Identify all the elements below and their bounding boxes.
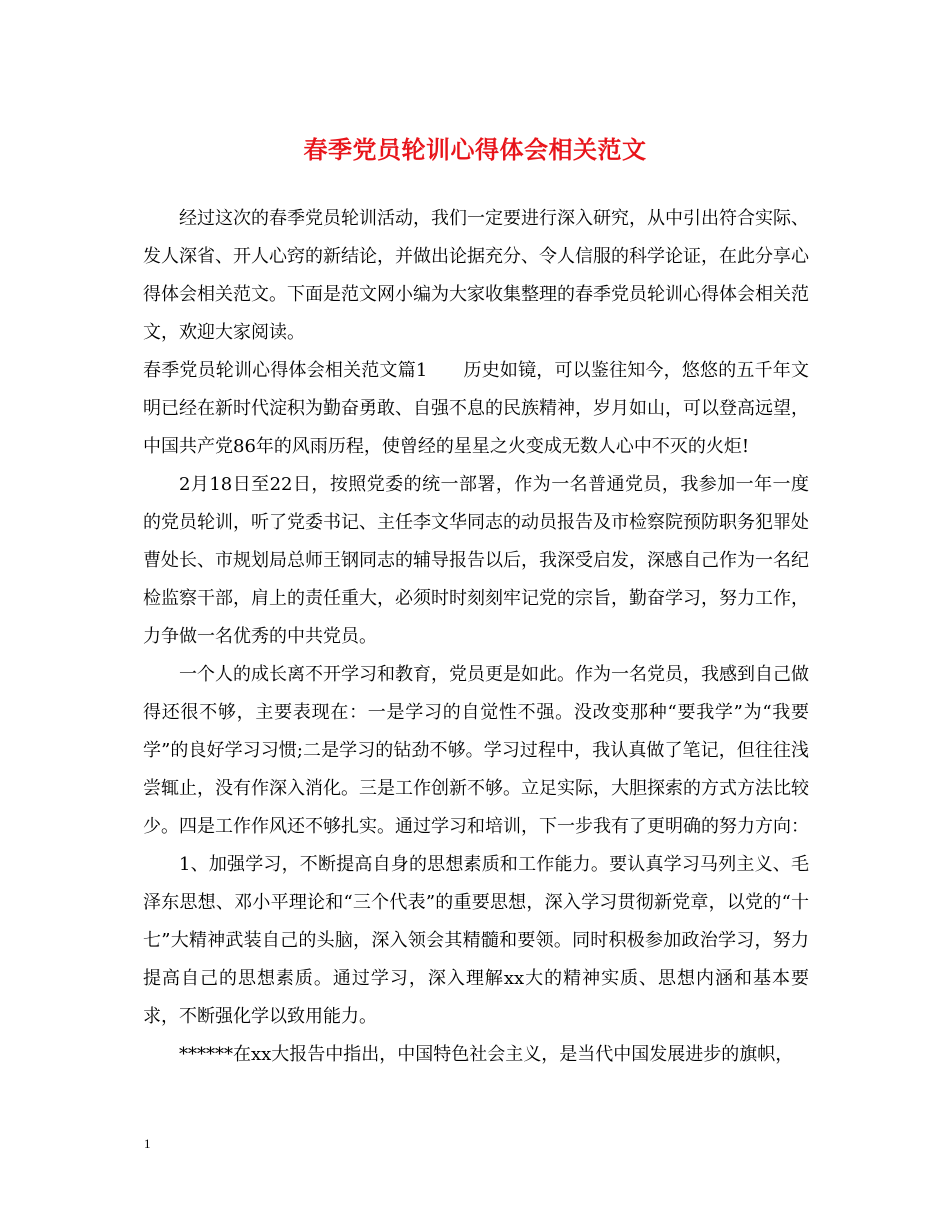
paragraph-4: 1、加强学习，不断提高自身的思想素质和工作能力。要认真学习马列主义、毛泽东思想、邓小平理论和“三个代表”的重要思想，深入学习贯彻新党章，以党的“十七”大精神武装自己的头脑，深入领会其精髓和要领。同时积极参加政治学习，努力提高自己的思想素质。通过学习，深入理解xx大的精神实质、思想内涵和基本要求，不断强化学以致用能力。 [143,854,809,1027]
section-text: 历史如镜，可以鉴往知今，悠悠的五千年文明已经在新时代淀积为勤奋勇敢、自强不息的民族精神，岁月如山，可以登高远望，中国共产党86年的风雨历程，使曾经的星星之火变成无数人心中不灭的火炬! [143,360,810,457]
section-heading: 春季党员轮训心得体会相关范文篇1 [143,360,428,381]
paragraph-5: ******在xx大报告中指出，中国特色社会主义，是当代中国发展进步的旗帜， [179,1044,794,1065]
paragraph-3: 一个人的成长离不开学习和教育，党员更是如此。作为一名党员，我感到自己做得还很不够，主要表现在：一是学习的自觉性不强。没改变那种“要我学”为“我要学”的良好学习习惯;二是学习的钻劲不够。学习过程中，我认真做了笔记，但往往浅尝辄止，没有作深入消化。三是工作创新不够。立足实际，大胆探索的方式方法比较少。四是工作作风还不够扎实。通过学习和培训，下一步我有了更明确的努力方向： [143,664,809,837]
paragraph-section-1 [143,352,809,466]
paragraph-intro: 经过这次的春季党员轮训活动，我们一定要进行深入研究，从中引出符合实际、发人深省、开人心窍的新结论，并做出论据充分、令人信服的科学论证，在此分享心得体会相关范文。下面是范文网小编为大家收集整理的春季党员轮训心得体会相关范文，欢迎大家阅读。 [143,208,809,343]
document-body [143,200,809,1074]
document-title: 春季党员轮训心得体会相关范文 [303,135,647,164]
paragraph-2: 2月18日至22日，按照党委的统一部署，作为一名普通党员，我参加一年一度的党员轮训，听了党委书记、主任李文华同志的动员报告及市检察院预防职务犯罪处曹处长、市规划局总师王钢同志的辅导报告以后，我深受启发，深感自己作为一名纪检监察干部，肩上的责任重大，必须时时刻刻牢记党的宗旨，勤奋学习，努力工作，力争做一名优秀的中共党员。 [143,474,809,647]
page-number: 1 [144,1136,151,1151]
